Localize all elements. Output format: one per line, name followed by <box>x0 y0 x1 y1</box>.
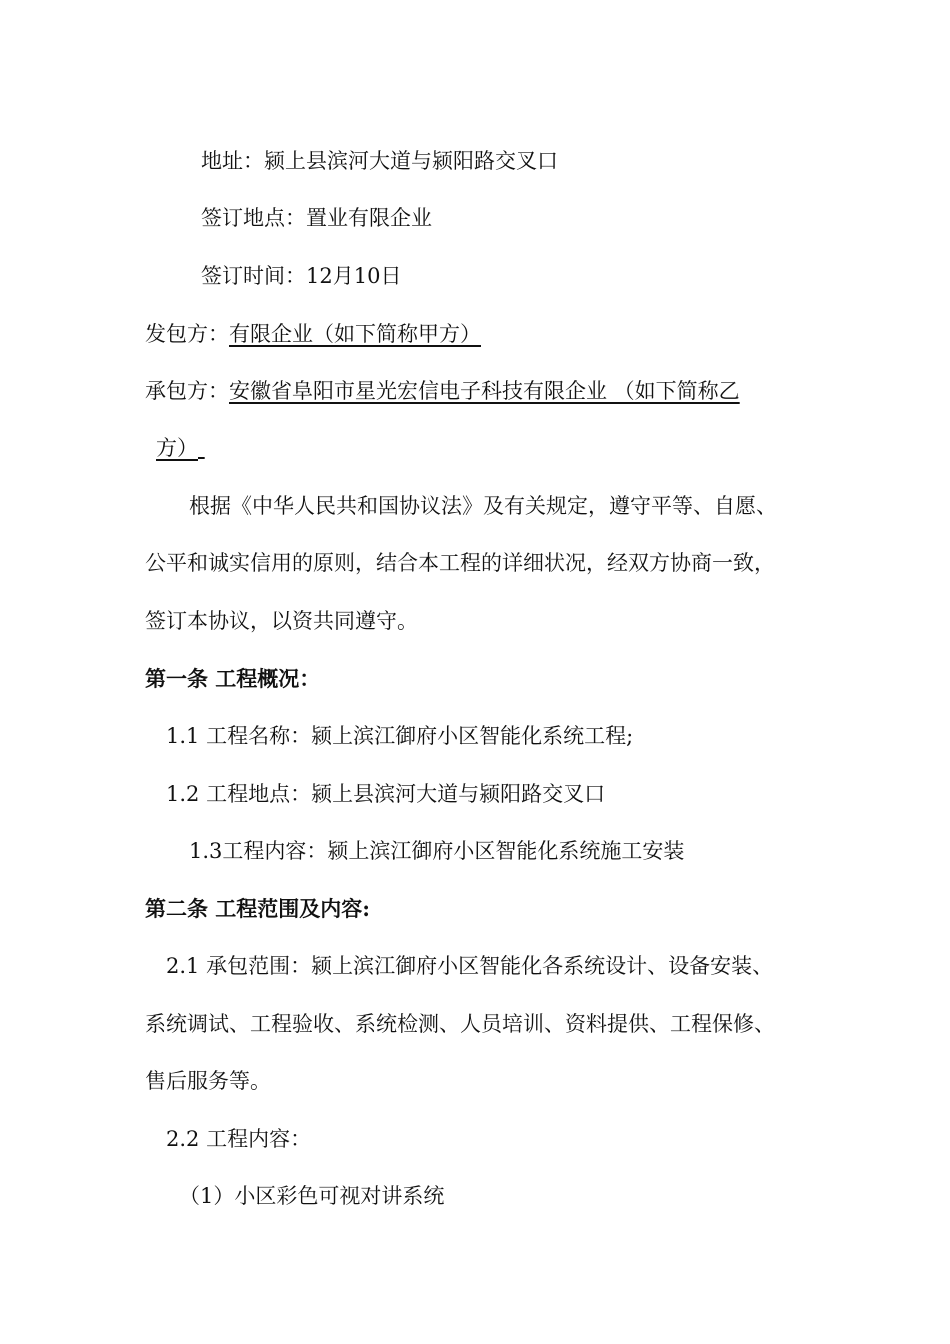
article-2-item-2: 2.2 工程内容： <box>166 1127 312 1151</box>
article-1-item-1: 1.1 工程名称：颍上滨江御府小区智能化系统工程; <box>166 724 634 748</box>
contract-sign-time: 签订时间：12月10日 <box>201 264 402 288</box>
article-2-item-1-line-1: 2.1 承包范围：颍上滨江御府小区智能化各系统设计、设备安装、 <box>166 954 774 978</box>
preamble-line-2: 公平和诚实信用的原则，结合本工程的详细状况，经双方协商一致， <box>145 551 775 575</box>
party-b-name-line1: 安徽省阜阳市星光宏信电子科技有限企业 （如下简称乙 <box>229 379 740 403</box>
preamble-line-1: 根据《中华人民共和国协议法》及有关规定，遵守平等、自愿、 <box>189 494 777 518</box>
underline-pad <box>198 434 208 462</box>
article-2-item-1-line-3: 售后服务等。 <box>145 1069 271 1093</box>
preamble-line-3: 签订本协议，以资共同遵守。 <box>145 609 418 633</box>
party-a <box>145 320 481 348</box>
party-b-label: 承包方： <box>145 379 229 403</box>
contract-sign-place: 签订地点：置业有限企业 <box>201 206 432 230</box>
party-b <box>145 377 740 405</box>
contract-address: 地址：颍上县滨河大道与颍阳路交叉口 <box>201 149 558 173</box>
article-2-sub-item-1: （1）小区彩色可视对讲系统 <box>179 1184 445 1208</box>
article-2-item-1-line-2: 系统调试、工程验收、系统检测、人员培训、资料提供、工程保修、 <box>145 1012 775 1036</box>
party-b-name-line2: 方） <box>156 436 198 460</box>
party-b-continued <box>156 434 208 462</box>
article-2-heading: 第二条 工程范围及内容: <box>145 896 371 921</box>
article-1-heading: 第一条 工程概况： <box>145 666 321 691</box>
article-1-item-2: 1.2 工程地点：颍上县滨河大道与颍阳路交叉口 <box>166 782 606 806</box>
party-a-label: 发包方： <box>145 322 229 346</box>
article-1-item-3: 1.3工程内容：颍上滨江御府小区智能化系统施工安装 <box>189 839 685 863</box>
party-a-name: 有限企业（如下简称甲方） <box>229 322 481 346</box>
